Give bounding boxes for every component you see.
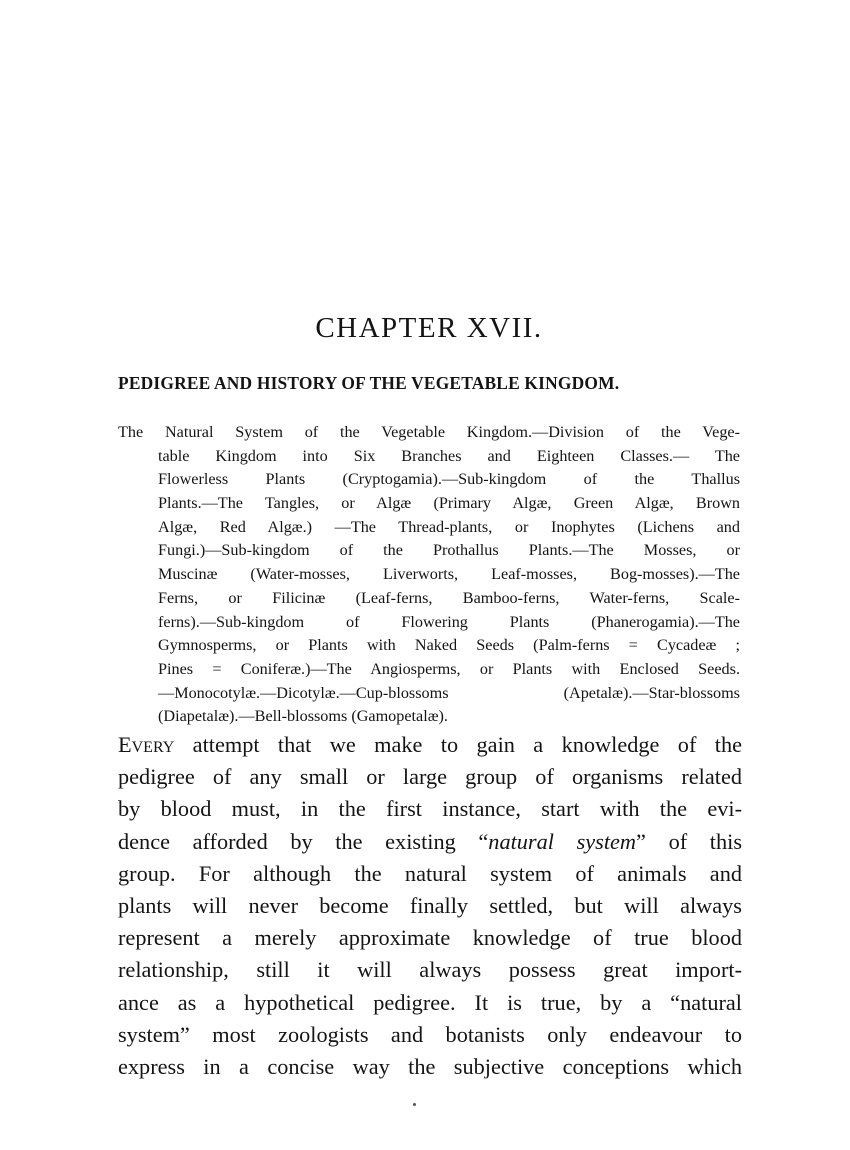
body-line: relationship, still it will always possess great import- (118, 957, 742, 983)
body-line: group. For although the natural system of animals and (118, 860, 742, 886)
synopsis-line: Flowerless Plants (Cryptogamia).—Sub-kingdom of the Thallus (158, 470, 740, 489)
body-line (118, 826, 742, 858)
chapter-title: CHAPTER XVII. (315, 312, 543, 344)
chapter-subtitle: PEDIGREE AND HISTORY OF THE VEGETABLE KINGDOM. (118, 373, 620, 393)
body-line: pedigree of any small or large group of organisms related (118, 764, 742, 790)
synopsis-line: Muscinæ (Water-mosses, Liverworts, Leaf-mosses, Bog-mosses).—The (158, 565, 740, 584)
italic-phrase: natural system (488, 828, 637, 854)
body-line: by blood must, in the first instance, start with the evi- (118, 796, 742, 822)
synopsis-line: Algæ, Red Algæ.) —The Thread-plants, or Inophytes (Lichens and (158, 517, 740, 536)
synopsis-line: Ferns, or Filicinæ (Leaf-ferns, Bamboo-ferns, Water-ferns, Scale- (158, 588, 740, 607)
synopsis-line: table Kingdom into Six Branches and Eighteen Classes.— The (158, 446, 740, 465)
synopsis-line: Pines = Coniferæ.)—The Angiosperms, or Plants with Enclosed Seeds. (158, 659, 740, 678)
synopsis-line: ferns).—Sub-kingdom of Flowering Plants (Phanerogamia).—The (158, 612, 740, 631)
body-line: system” most zoologists and botanists only endeavour to (118, 1021, 742, 1047)
body-line (118, 729, 742, 761)
synopsis-line: Gymnosperms, or Plants with Naked Seeds (Palm-ferns = Cycadeæ ; (158, 636, 740, 655)
synopsis-line: —Monocotylæ.—Dicotylæ.—Cup-blossoms (Apetalæ).—Star-blossoms (158, 683, 740, 702)
body-paragraph (118, 729, 742, 1083)
body-line: ance as a hypothetical pedigree. It is true, by a “natural (118, 989, 742, 1015)
synopsis-line: Fungi.)—Sub-kingdom of the Prothallus Plants.—The Mosses, or (158, 541, 740, 560)
chapter-synopsis (118, 421, 740, 729)
print-speck (413, 1103, 416, 1106)
body-line: plants will never become finally settled, but will always (118, 892, 742, 918)
body-line-text: ” of this (636, 828, 742, 854)
synopsis-line: The Natural System of the Vegetable Kingdom.—Division of the Vege- (118, 423, 740, 441)
body-line: represent a merely approximate knowledge of true blood (118, 925, 742, 951)
body-line: express in a concise way the subjective conceptions which (118, 1053, 742, 1079)
synopsis-line: Plants.—The Tangles, or Algæ (Primary Algæ, Green Algæ, Brown (158, 494, 740, 513)
body-line-text: dence afforded by the existing “ (118, 828, 489, 854)
synopsis-line: (Diapetalæ).—Bell-blossoms (Gamopetalæ). (158, 707, 448, 726)
body-line-text: attempt that we make to gain a knowledge of the (174, 732, 742, 757)
drop-word: Every (118, 732, 175, 757)
